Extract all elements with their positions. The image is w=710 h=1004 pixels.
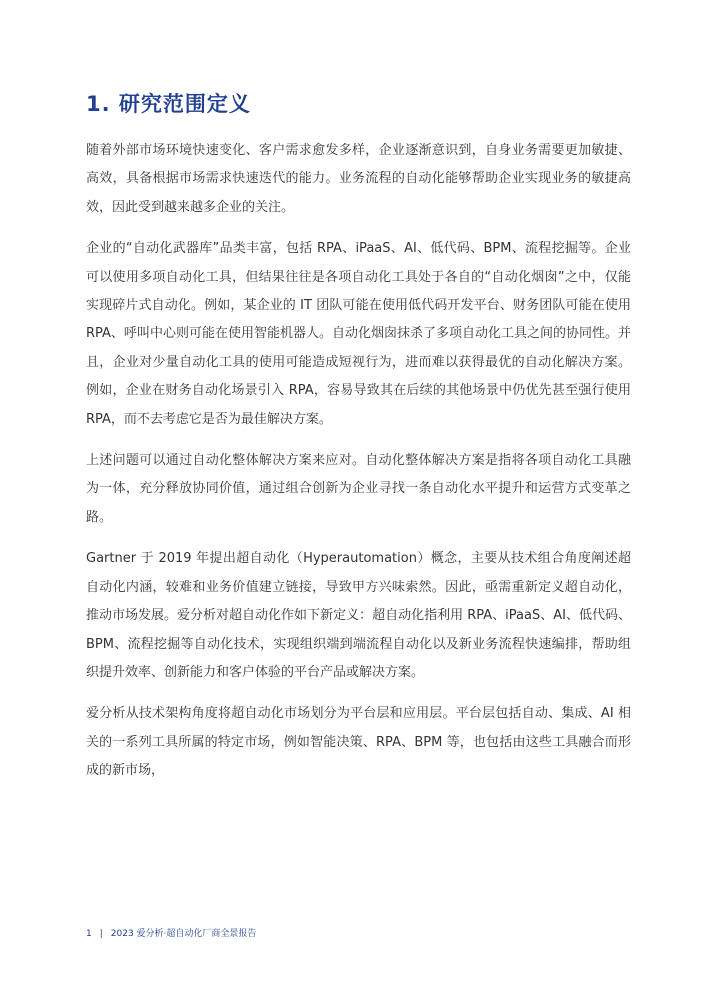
page-footer <box>86 928 256 940</box>
body-text <box>86 137 631 799</box>
paragraph-4: Gartner 于 2019 年提出超自动化（Hyperautomation）概念，主要从技术组合角度阐述超自动化内涵，较难和业务价值建立链接，导致甲方兴味索然。因此，亟需重新定义超自动化，推动市场发展。爱分析对超自动化作如下新定义：超自动化指利用 RPA、iPaaS、AI、低代码、BPM、流程挖掘等自动化技术，实现组织端到端流程自动化以及新业务流程快速编排，帮助组织提升效率、创新能力和客户体验的平台产品或解决方案。 <box>86 551 631 680</box>
footer-separator: | <box>99 929 103 939</box>
report-title: 2023 爱分析·超自动化厂商全景报告 <box>110 929 257 939</box>
page-title: 1. 研究范围定义 <box>86 92 251 116</box>
paragraph-1: 随着外部市场环境快速变化、客户需求愈发多样，企业逐渐意识到，自身业务需要更加敏捷、高效，具备根据市场需求快速迭代的能力。业务流程的自动化能够帮助企业实现业务的敏捷高效，因此受到越来越多企业的关注。 <box>86 143 631 215</box>
paragraph-5: 爱分析从技术架构角度将超自动化市场划分为平台层和应用层。平台层包括自动、集成、AI 相关的一系列工具所属的特定市场，例如智能决策、RPA、BPM 等，也包括由这些工具融合而形成的新市场， <box>86 706 631 779</box>
paragraph-2: 企业的“自动化武器库”品类丰富，包括 RPA、iPaaS、AI、低代码、BPM、流程挖掘等。企业可以使用多项自动化工具，但结果往往是各项自动化工具处于各自的“自动化烟囱”之中，仅能实现碎片式自动化。例如，某企业的 IT 团队可能在使用低代码开发平台、财务团队可能在使用 RPA、呼叫中心则可能在使用智能机器人。自动化烟囱抹杀了多项自动化工具之间的协同性。并且，企业对少量自动化工具的使用可能造成短视行为，进而难以获得最优的自动化解决方案。例如，企业在财务自动化场景引入 RPA，容易导致其在后续的其他场景中仍优先甚至强行使用 RPA，而不去考虑它是否为最佳解决方案。 <box>86 241 631 427</box>
page-number: 1 <box>86 929 92 939</box>
paragraph-3: 上述问题可以通过自动化整体解决方案来应对。自动化整体解决方案是指将各项自动化工具融为一体，充分释放协同价值，通过组合创新为企业寻找一条自动化水平提升和运营方式变革之路。 <box>86 453 631 525</box>
